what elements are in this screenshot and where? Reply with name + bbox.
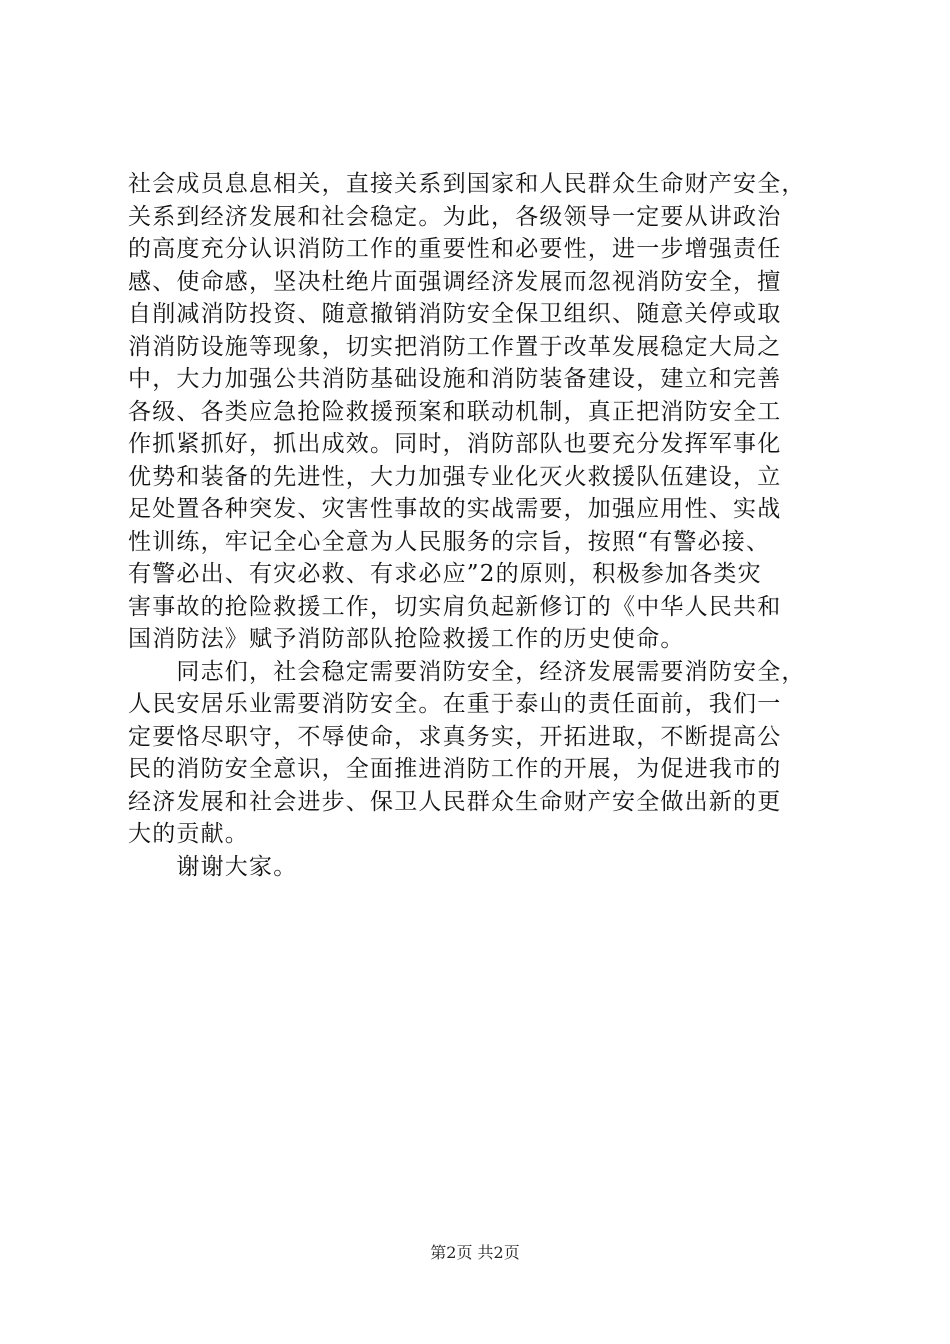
- text-line: 人民安居乐业需要消防安全。在重于泰山的责任面前，我们一: [128, 691, 782, 717]
- text-line: 性训练，牢记全心全意为人民服务的宗旨，按照“有警必接、: [128, 528, 771, 555]
- text-line: 消消防设施等现象，切实把消防工作置于改革发展稳定大局之: [128, 333, 782, 360]
- body-text: [128, 168, 828, 883]
- text-line: 定要恪尽职守，不辱使命，求真务实，开拓进取，不断提高公: [128, 723, 782, 750]
- text-line: 优势和装备的先进性，大力加强专业化灭火救援队伍建设，立: [128, 463, 782, 490]
- text-line: 各级、各类应急抢险救援预案和联动机制，真正把消防安全工: [128, 398, 782, 425]
- page-footer: 第2页 共2页: [430, 1243, 520, 1262]
- text-line: 关系到经济发展和社会稳定。为此，各级领导一定要从讲政治: [128, 203, 782, 230]
- text-line: 经济发展和社会进步、保卫人民群众生命财产安全做出新的更: [128, 788, 782, 815]
- text-line: 同志们，社会稳定需要消防安全，经济发展需要消防安全，: [128, 658, 806, 685]
- text-line: 国消防法》赋予消防部队抢险救援工作的历史使命。: [128, 626, 685, 652]
- text-line: 社会成员息息相关，直接关系到国家和人民群众生命财产安全，: [128, 171, 806, 197]
- text-line: 自削减消防投资、随意撤销消防安全保卫组织、随意关停或取: [128, 301, 782, 327]
- text-line: 大的贡献。: [128, 821, 249, 847]
- text-line: 民的消防安全意识，全面推进消防工作的开展，为促进我市的: [128, 756, 782, 782]
- text-line: 作抓紧抓好，抓出成效。同时，消防部队也要充分发挥军事化: [128, 431, 782, 457]
- text-line: 谢谢大家。: [128, 853, 298, 880]
- text-line: 中，大力加强公共消防基础设施和消防装备建设，建立和完善: [128, 366, 782, 392]
- text-line: 感、使命感，坚决杜绝片面强调经济发展而忽视消防安全，擅: [128, 268, 782, 295]
- text-line: 害事故的抢险救援工作，切实肩负起新修订的《中华人民共和: [128, 593, 782, 620]
- text-line: 的高度充分认识消防工作的重要性和必要性，进一步增强责任: [128, 236, 782, 262]
- text-line: 有警必出、有灾必救、有求必应”2的原则，积极参加各类灾: [128, 561, 762, 587]
- text-line: 足处置各种突发、灾害性事故的实战需要，加强应用性、实战: [128, 496, 782, 522]
